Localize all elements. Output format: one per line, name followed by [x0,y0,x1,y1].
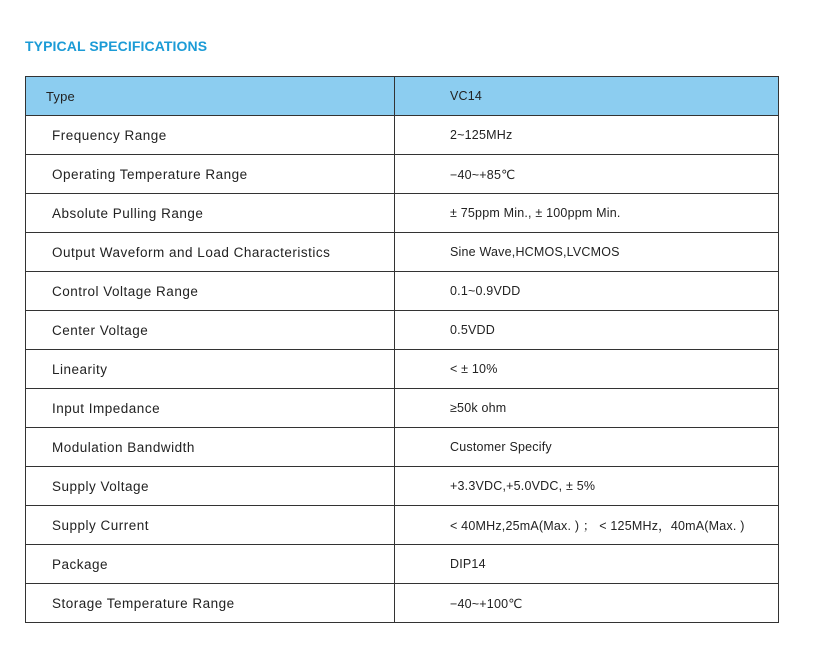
spec-parameter: Modulation Bandwidth [26,428,395,467]
header-type-label: Type [26,77,395,116]
spec-value: 0.1~0.9VDD [395,272,779,311]
spec-parameter: Package [26,545,395,584]
table-row [26,350,779,389]
table-row [26,584,779,623]
table-row [26,194,779,233]
page-title: TYPICAL SPECIFICATIONS [25,38,208,54]
spec-value: < 40MHz,25mA(Max. ) ； < 125MHz，40mA(Max. ) [395,506,779,545]
spec-parameter: Frequency Range [26,116,395,155]
spec-value: ± 75ppm Min., ± 100ppm Min. [395,194,779,233]
spec-value: −40~+85℃ [395,155,779,194]
spec-value: +3.3VDC,+5.0VDC, ± 5% [395,467,779,506]
table-row [26,311,779,350]
table-row [26,389,779,428]
table-row [26,155,779,194]
spec-parameter: Storage Temperature Range [26,584,395,623]
table-row [26,506,779,545]
spec-value: 2~125MHz [395,116,779,155]
spec-parameter: Center Voltage [26,311,395,350]
table-header-row [26,77,779,116]
table-row [26,233,779,272]
spec-value: Customer Specify [395,428,779,467]
header-model-value: VC14 [395,77,779,116]
spec-value: Sine Wave,HCMOS,LVCMOS [395,233,779,272]
spec-parameter: Supply Voltage [26,467,395,506]
spec-value: DIP14 [395,545,779,584]
spec-parameter: Operating Temperature Range [26,155,395,194]
spec-parameter: Supply Current [26,506,395,545]
table-row [26,467,779,506]
spec-parameter: Linearity [26,350,395,389]
spec-value: ≥50k ohm [395,389,779,428]
specifications-table [25,76,779,623]
spec-value: −40~+100℃ [395,584,779,623]
spec-parameter: Control Voltage Range [26,272,395,311]
spec-value: 0.5VDD [395,311,779,350]
spec-parameter: Input Impedance [26,389,395,428]
spec-parameter: Absolute Pulling Range [26,194,395,233]
table-row [26,272,779,311]
spec-parameter: Output Waveform and Load Characteristics [26,233,395,272]
table-row [26,545,779,584]
spec-value: < ± 10% [395,350,779,389]
table-row [26,116,779,155]
table-row [26,428,779,467]
